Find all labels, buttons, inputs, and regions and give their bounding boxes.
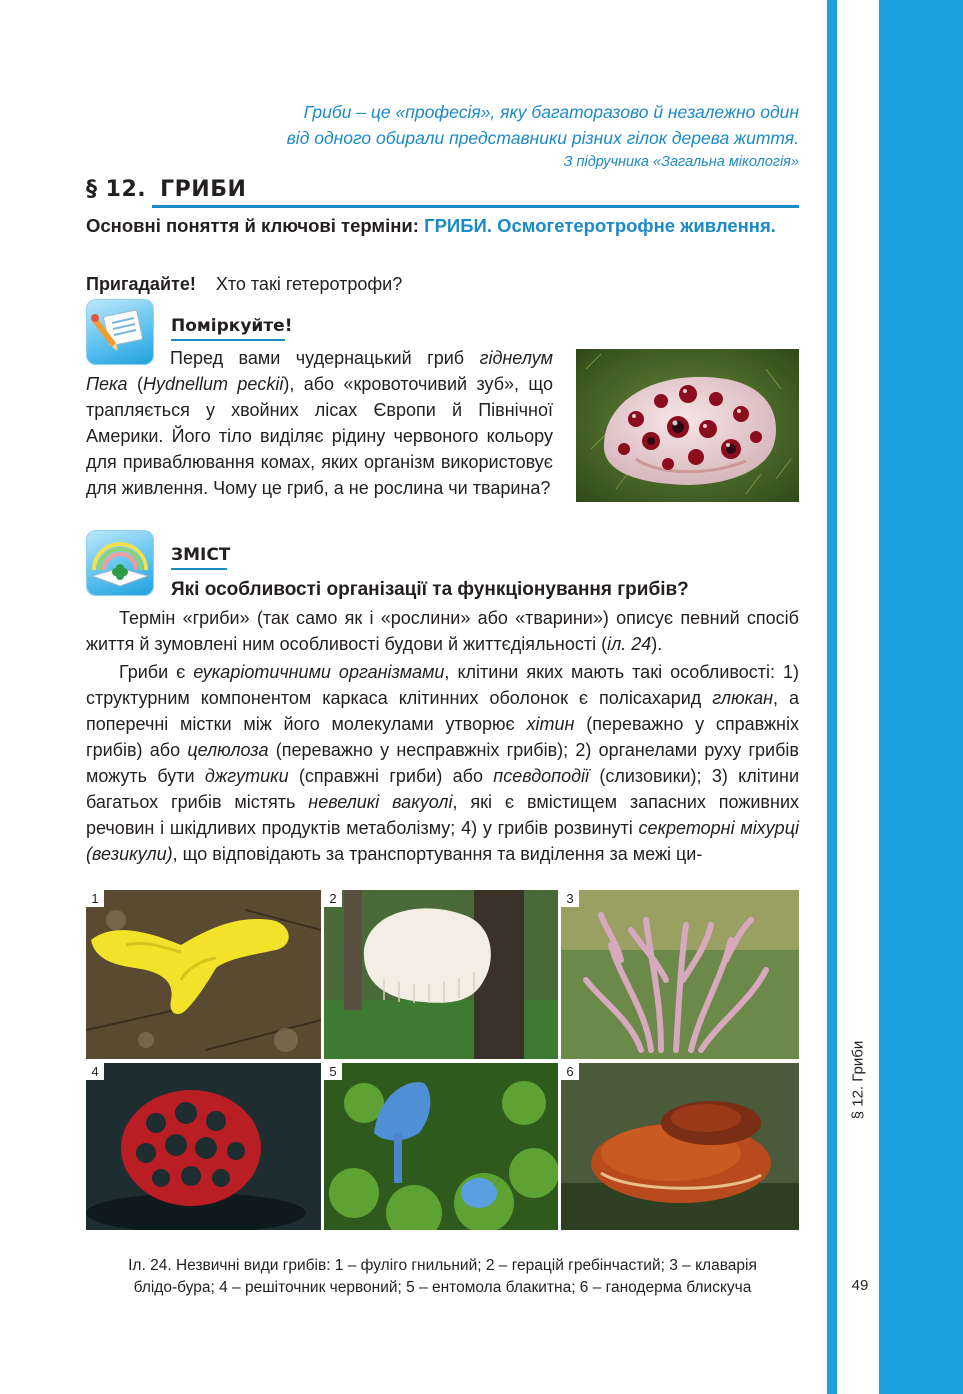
epigraph (239, 99, 799, 173)
photo-number-6: 6 (561, 1063, 579, 1080)
key-concepts-terms: ГРИБИ. Осмогетеротрофне живлення. (424, 215, 776, 236)
figure-caption (86, 1255, 799, 1299)
photo-number-2: 2 (324, 890, 342, 907)
think-text-species: гіднелум Пека (86, 348, 553, 394)
think-label-underline (171, 339, 285, 341)
body-text (86, 605, 799, 869)
epigraph-line-2: від одного обирали представники різних гілок дерева життя. (286, 128, 799, 148)
think-text-5: ), або «кровоточивий зуб», що трапляється у хвойних лісах Європи й Північної Америки. Його тіло виділяє рідину червоного кольору для приваблювання комах, яких організм використовує для живлення. Чому це гриб, а не рослина чи тварина? (86, 374, 554, 498)
section-heading (86, 177, 246, 202)
hydnellum-photo (576, 349, 799, 502)
epigraph-line-1: Гриби – це «професія», яку багаторазово й незалежно один (303, 102, 799, 122)
think-text-latin: Hydnellum peckii (142, 374, 284, 394)
photo-entoloma (324, 1063, 558, 1230)
key-concepts (86, 213, 799, 238)
recall-block (86, 272, 402, 296)
photo-number-1: 1 (86, 890, 104, 907)
running-title: § 12. Гриби (849, 1040, 867, 1120)
page-number: 49 (851, 1277, 869, 1294)
recall-label: Пригадайте! (86, 274, 196, 294)
content-label-underline (171, 568, 227, 570)
photo-clavaria (561, 890, 799, 1059)
think-text-3: ( (127, 374, 143, 394)
key-concepts-label: Основні поняття й ключові терміни: (86, 215, 419, 236)
photo-number-4: 4 (86, 1063, 104, 1080)
content-icon (86, 530, 154, 596)
epigraph-source: З підручника «Загальна мікологія» (563, 154, 799, 170)
body-paragraph-1: Термін «гриби» (так само як і «рослини» або «тварини») описує певний спосіб життя й зумовлені ним особливості будови й життєдіяльності (іл. 24). (86, 608, 799, 654)
heading-underline (152, 205, 799, 208)
caption-line-1: Іл. 24. Незвичні види грибів: 1 – фуліго гнильний; 2 – герацій гребінчастий; 3 – клаварія (128, 1257, 757, 1274)
body-paragraph-2: Гриби є еукаріотичними організмами, клітини яких мають такі особливості: 1) структурним компонентом каркаса клітинних оболонок є полісахарид глюкан, а поперечні містки між його молекулами утворює хітин (переважно у справжніх грибів) або целюлоза (переважно у несправжніх грибів); 2) органелами руху грибів можуть бути джгутики (справжні гриби) або псевдоподії (слизовики); 3) клітини багатьох грибів містять невеликі вакуолі, які є вмістищем запасних поживних речовин і шкідливих продуктів метаболізму; 4) у грибів розвинуті секреторні міхурці (везикули), що відповідають за транспортування та виділення за межі ци- (86, 662, 800, 864)
photo-clathrus (86, 1063, 321, 1230)
photo-number-5: 5 (324, 1063, 342, 1080)
side-band-gap (837, 0, 879, 1394)
section-number: § 12. (86, 177, 147, 202)
photo-ganoderma (561, 1063, 799, 1230)
side-band (879, 0, 963, 1394)
content-label: ЗМІСТ (171, 545, 231, 565)
caption-line-2: блідо-бура; 4 – решіточник червоний; 5 – ентомола блакитна; 6 – ганодерма блискуча (133, 1279, 752, 1296)
photo-fuligo (86, 890, 321, 1059)
think-paragraph (86, 345, 553, 501)
think-label: Поміркуйте! (171, 316, 293, 336)
photo-hericium (324, 890, 558, 1059)
photo-number-3: 3 (561, 890, 579, 907)
content-subheading: Які особливості організації та функціонування грибів? (171, 579, 689, 600)
side-band-stripe (827, 0, 837, 1394)
section-title: ГРИБИ (160, 177, 247, 202)
recall-question: Хто такі гетеротрофи? (215, 274, 403, 294)
think-text-1: Перед вами чудернацький гриб (170, 348, 480, 368)
